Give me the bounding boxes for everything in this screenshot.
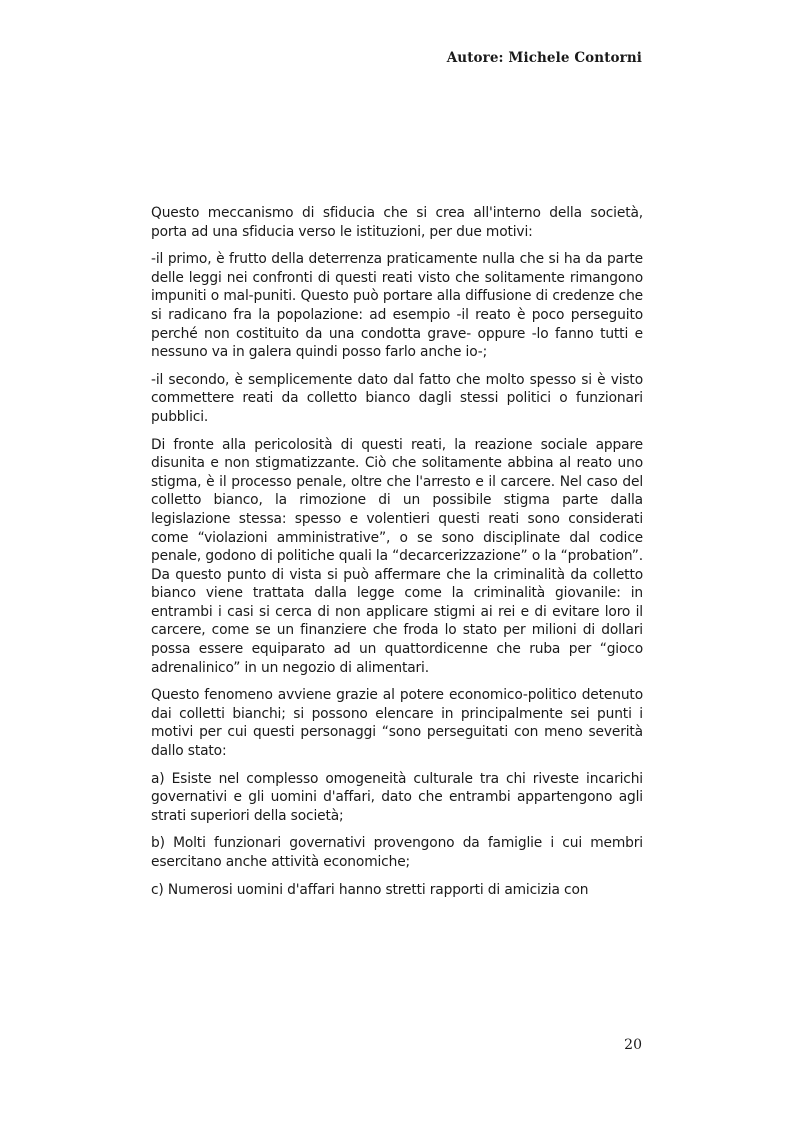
- list-item-c: c) Numerosi uomini d'affari hanno stretti rapporti di amicizia con: [151, 881, 589, 898]
- paragraph: Questo meccanismo di sfiducia che si crea all'interno della società, porta ad una sfiducia verso le istituzioni, per due motivi:: [151, 205, 643, 240]
- page-number: 20: [624, 1037, 642, 1053]
- running-header-author: Autore: Michele Contorni: [446, 50, 642, 66]
- list-item-b: b) Molti funzionari governativi provengono da famiglie i cui membri esercitano anche attività economiche;: [151, 835, 643, 870]
- paragraph: Di fronte alla pericolosità di questi reati, la reazione sociale appare disunita e non stigmatizzante. Ciò che solitamente abbina al reato uno stigma, è il processo penale, oltre che l'arresto e il carcere. Nel caso del colletto bianco, la rimozione di un possibile stigma parte dalla legislazione stessa: spesso e volentieri questi reati sono considerati come “violazioni amministrative”, o se sono disciplinate dal codice penale, godono di politiche quali la “decarcerizzazione” o la “probation”. Da questo punto di vista si può affermare che la criminalità da colletto bianco viene trattata dalla legge come la criminalità giovanile: in entrambi i casi si cerca di non applicare stigmi ai rei e di evitare loro il carcere, come se un finanziere che froda lo stato per milioni di dollari possa essere equiparato ad un quattordicenne che ruba per “gioco adrenalinico” in un negozio di alimentari.: [151, 436, 643, 676]
- paragraph: -il secondo, è semplicemente dato dal fatto che molto spesso si è visto commettere reati da colletto bianco dagli stessi politici o funzionari pubblici.: [151, 371, 643, 425]
- paragraph: Questo fenomeno avviene grazie al potere economico-politico detenuto dai colletti bianchi; si possono elencare in principalmente sei punti i motivi per cui questi personaggi “sono perseguitati con meno severità dallo stato:: [151, 687, 643, 760]
- paragraph: -il primo, è frutto della deterrenza praticamente nulla che si ha da parte delle leggi nei confronti di questi reati visto che solitamente rimangono impuniti o mal-puniti. Questo può portare alla diffusione di credenze che si radicano fra la popolazione: ad esempio -il reato è poco perseguito perché non costituito da una condotta grave- oppure -lo fanno tutti e nessuno va in galera quindi posso farlo anche io-;: [151, 251, 643, 361]
- body-text: [151, 204, 643, 908]
- list-item-a: a) Esiste nel complesso omogeneità culturale tra chi riveste incarichi governativi e gli uomini d'affari, dato che entrambi appartengono agli strati superiori della società;: [151, 770, 643, 824]
